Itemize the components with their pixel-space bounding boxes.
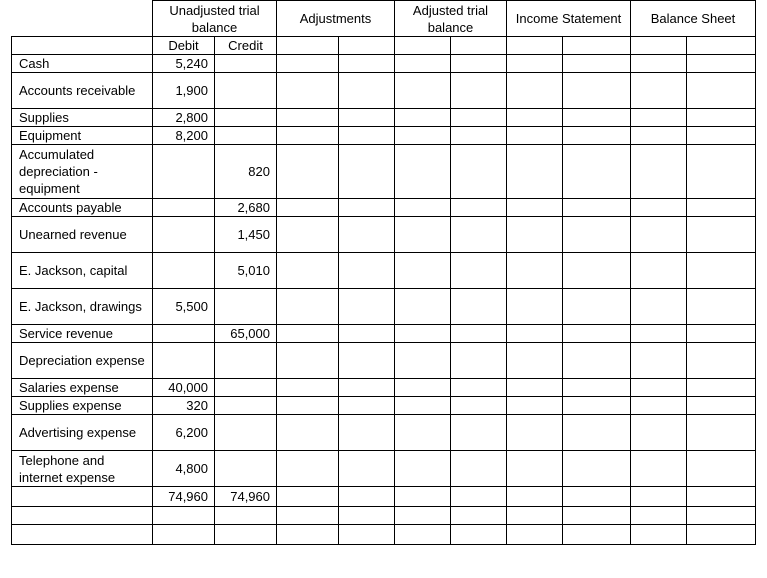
cell [631,325,687,343]
account-name: Supplies [12,109,153,127]
cell [277,487,339,507]
total-debit: 74,960 [153,487,215,507]
cell [563,109,631,127]
unadjusted-debit: 5,500 [153,289,215,325]
cell [687,217,756,253]
cell [507,289,563,325]
header-adjustments: Adjustments [277,1,395,37]
cell [631,487,687,507]
unadjusted-debit: 2,800 [153,109,215,127]
cell [631,37,687,55]
cell [395,253,451,289]
unadjusted-debit [153,199,215,217]
cell [451,397,507,415]
cell [687,487,756,507]
cell [687,145,756,199]
cell [563,397,631,415]
unadjusted-credit [215,55,277,73]
unadjusted-debit: 320 [153,397,215,415]
cell [451,343,507,379]
account-name: Supplies expense [12,397,153,415]
cell [507,127,563,145]
unadjusted-credit [215,289,277,325]
cell [687,507,756,525]
account-row [12,73,756,109]
unadjusted-credit [215,73,277,109]
cell [563,253,631,289]
empty-row [12,525,756,545]
cell [563,289,631,325]
cell [507,73,563,109]
account-row [12,145,756,199]
unadjusted-debit [153,217,215,253]
cell [687,199,756,217]
cell [507,253,563,289]
cell [277,379,339,397]
cell [153,525,215,545]
cell [339,379,395,397]
cell [153,507,215,525]
cell [339,253,395,289]
cell [339,109,395,127]
cell [507,397,563,415]
cell [339,199,395,217]
cell [563,37,631,55]
cell [631,145,687,199]
cell [563,507,631,525]
cell [631,507,687,525]
cell [631,525,687,545]
cell [339,487,395,507]
cell [339,127,395,145]
cell [563,325,631,343]
unadjusted-debit [153,253,215,289]
header-unadjusted-trial-balance: Unadjusted trial balance [153,1,277,37]
cell [277,109,339,127]
cell [339,525,395,545]
account-name: Accounts payable [12,199,153,217]
cell [277,73,339,109]
cell [277,507,339,525]
header-income-statement: Income Statement [507,1,631,37]
totals-row [12,487,756,507]
cell [395,525,451,545]
cell [451,289,507,325]
cell [395,397,451,415]
cell [687,379,756,397]
account-name: E. Jackson, capital [12,253,153,289]
cell [277,37,339,55]
header-balance-sheet: Balance Sheet [631,1,756,37]
cell [277,343,339,379]
cell [339,289,395,325]
cell [687,37,756,55]
unadjusted-debit: 6,200 [153,415,215,451]
unadjusted-credit: 820 [215,145,277,199]
cell [395,343,451,379]
cell [631,397,687,415]
cell [451,253,507,289]
account-name: Equipment [12,127,153,145]
cell [451,379,507,397]
account-name: Accumulated depreciation - equipment [12,145,153,199]
cell [687,415,756,451]
cell [631,451,687,487]
account-row [12,217,756,253]
cell [507,55,563,73]
cell [451,73,507,109]
cell [277,289,339,325]
cell [687,343,756,379]
cell [631,109,687,127]
cell [507,199,563,217]
account-name: Cash [12,55,153,73]
cell [631,253,687,289]
cell [451,415,507,451]
unadjusted-credit: 5,010 [215,253,277,289]
account-name: Depreciation expense [12,343,153,379]
account-row [12,415,756,451]
cell [687,109,756,127]
account-row [12,289,756,325]
account-row [12,199,756,217]
cell [451,507,507,525]
cell [687,73,756,109]
cell [277,525,339,545]
cell [507,507,563,525]
cell [277,199,339,217]
unadjusted-debit [153,325,215,343]
cell [563,145,631,199]
subheader-credit: Credit [215,37,277,55]
cell [451,145,507,199]
cell [631,55,687,73]
cell [395,73,451,109]
cell [395,37,451,55]
cell [277,397,339,415]
cell [631,217,687,253]
cell [563,55,631,73]
unadjusted-credit [215,451,277,487]
cell [563,487,631,507]
unadjusted-debit [153,343,215,379]
unadjusted-credit: 65,000 [215,325,277,343]
cell [12,507,153,525]
account-row [12,379,756,397]
cell [277,325,339,343]
cell [507,217,563,253]
cell [687,325,756,343]
cell [451,325,507,343]
account-row [12,109,756,127]
account-name: Advertising expense [12,415,153,451]
cell [451,127,507,145]
account-name: Unearned revenue [12,217,153,253]
cell [339,73,395,109]
cell [631,379,687,397]
cell [451,451,507,487]
unadjusted-debit: 5,240 [153,55,215,73]
cell [563,217,631,253]
cell [339,145,395,199]
cell [687,525,756,545]
cell [507,525,563,545]
cell [507,415,563,451]
cell [339,325,395,343]
header-row-groups [12,1,756,37]
cell [631,73,687,109]
cell [395,55,451,73]
account-name: Service revenue [12,325,153,343]
cell [631,199,687,217]
cell [395,415,451,451]
cell [395,127,451,145]
account-row [12,55,756,73]
cell [395,217,451,253]
cell [631,289,687,325]
cell [631,343,687,379]
account-row [12,343,756,379]
cell [395,145,451,199]
cell [395,109,451,127]
cell [451,487,507,507]
cell [395,199,451,217]
cell [277,253,339,289]
unadjusted-debit [153,145,215,199]
header-adjusted-trial-balance: Adjusted trial balance [395,1,507,37]
cell [215,507,277,525]
cell [277,415,339,451]
unadjusted-credit [215,109,277,127]
cell [339,451,395,487]
totals-label-blank [12,487,153,507]
cell [451,37,507,55]
cell [507,109,563,127]
unadjusted-credit: 1,450 [215,217,277,253]
cell [339,507,395,525]
subheader-label-blank [12,37,153,55]
unadjusted-debit: 8,200 [153,127,215,145]
cell [277,451,339,487]
cell [687,397,756,415]
cell [395,507,451,525]
unadjusted-debit: 1,900 [153,73,215,109]
subheader-debit: Debit [153,37,215,55]
cell [451,55,507,73]
cell [215,525,277,545]
cell [339,397,395,415]
worksheet-table [11,0,756,545]
cell [277,145,339,199]
cell [507,379,563,397]
account-row [12,397,756,415]
cell [339,37,395,55]
unadjusted-credit: 2,680 [215,199,277,217]
cell [563,415,631,451]
cell [507,343,563,379]
unadjusted-credit [215,127,277,145]
cell [563,73,631,109]
cell [451,199,507,217]
cell [451,217,507,253]
cell [507,37,563,55]
cell [687,451,756,487]
cell [277,217,339,253]
cell [507,451,563,487]
cell [395,487,451,507]
account-name: E. Jackson, drawings [12,289,153,325]
account-row [12,127,756,145]
unadjusted-credit [215,343,277,379]
account-name: Telephone and internet expense [12,451,153,487]
cell [451,525,507,545]
account-name: Salaries expense [12,379,153,397]
cell [563,343,631,379]
cell [451,109,507,127]
cell [563,525,631,545]
cell [395,379,451,397]
cell [631,127,687,145]
account-row [12,253,756,289]
cell [687,253,756,289]
cell [687,127,756,145]
cell [563,199,631,217]
cell [277,127,339,145]
account-name: Accounts receivable [12,73,153,109]
account-row [12,451,756,487]
empty-row [12,507,756,525]
cell [507,487,563,507]
cell [687,55,756,73]
cell [339,415,395,451]
unadjusted-credit [215,379,277,397]
total-credit: 74,960 [215,487,277,507]
cell [563,127,631,145]
account-rows [12,55,756,487]
cell [395,289,451,325]
header-row-debit-credit [12,37,756,55]
cell [563,379,631,397]
unadjusted-debit: 40,000 [153,379,215,397]
cell [339,343,395,379]
cell [563,451,631,487]
cell [277,55,339,73]
cell [507,145,563,199]
account-row [12,325,756,343]
cell [395,451,451,487]
cell [507,325,563,343]
unadjusted-debit: 4,800 [153,451,215,487]
unadjusted-credit [215,397,277,415]
cell [12,525,153,545]
cell [395,325,451,343]
cell [631,415,687,451]
cell [339,55,395,73]
unadjusted-credit [215,415,277,451]
header-corner [12,1,153,37]
cell [687,289,756,325]
cell [339,217,395,253]
